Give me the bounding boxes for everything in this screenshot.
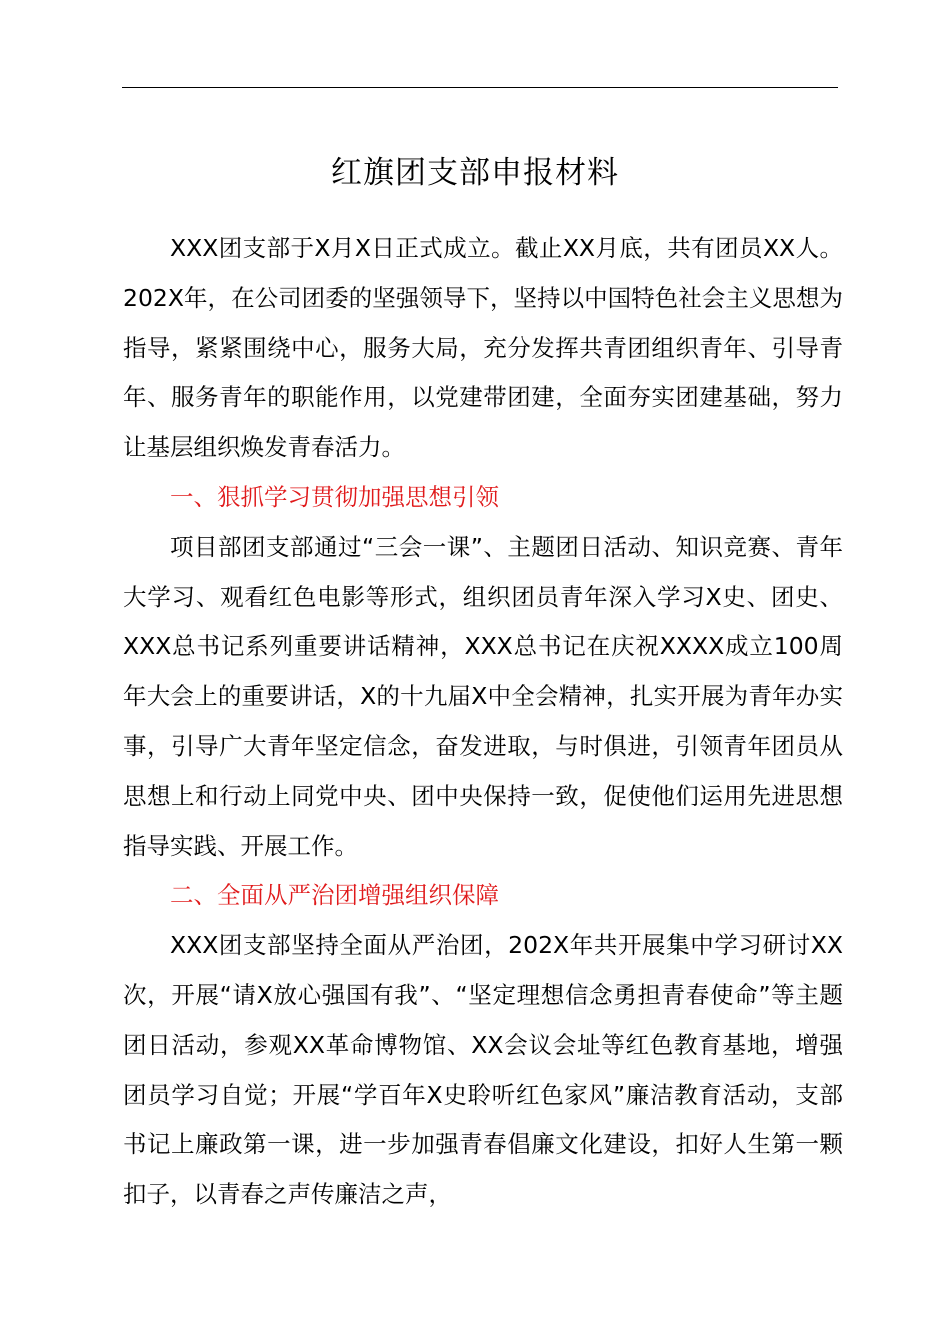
section-heading-1: 一、狠抓学习贯彻加强思想引领 xyxy=(170,482,499,511)
section-paragraph-1: 项目部团支部通过“三会一课”、主题团日活动、知识竞赛、青年大学习、观看红色电影等形式，组织团员青年深入学习X史、团史、XXX总书记系列重要讲话精神，XXX总书记在庆祝XXXX成立100周年大会上的重要讲话，X的十九届X中全会精神，扎实开展为青年办实事，引导广大青年坚定信念，奋发进取，与时俱进，引领青年团员从思想上和行动上同党中央、团中央保持一致，促使他们运用先进思想指导实践、开展工作。 xyxy=(123,532,843,860)
document-title: 红旗团支部申报材料 xyxy=(331,155,619,191)
document-body xyxy=(123,224,843,1220)
intro-paragraph: XXX团支部于X月X日正式成立。截止XX月底，共有团员XX人。202X年，在公司团委的坚强领导下，坚持以中国特色社会主义思想为指导，紧紧围绕中心，服务大局，充分发挥共青团组织青年、引导青年、服务青年的职能作用，以党建带团建，全面夯实团建基础，努力让基层组织焕发青春活力。 xyxy=(123,234,843,462)
header-rule xyxy=(122,87,838,88)
section-heading-2: 二、全面从严治团增强组织保障 xyxy=(170,881,499,910)
section-paragraph-2: XXX团支部坚持全面从严治团，202X年共开展集中学习研讨XX次，开展“请X放心强国有我”、“坚定理想信念勇担青春使命”等主题团日活动，参观XX革命博物馆、XX会议会址等红色教育基地，增强团员学习自觉；开展“学百年X史聆听红色家风”廉洁教育活动，支部书记上廉政第一课，进一步加强青春倡廉文化建设，扣好人生第一颗扣子，以青春之声传廉洁之声， xyxy=(123,931,843,1209)
